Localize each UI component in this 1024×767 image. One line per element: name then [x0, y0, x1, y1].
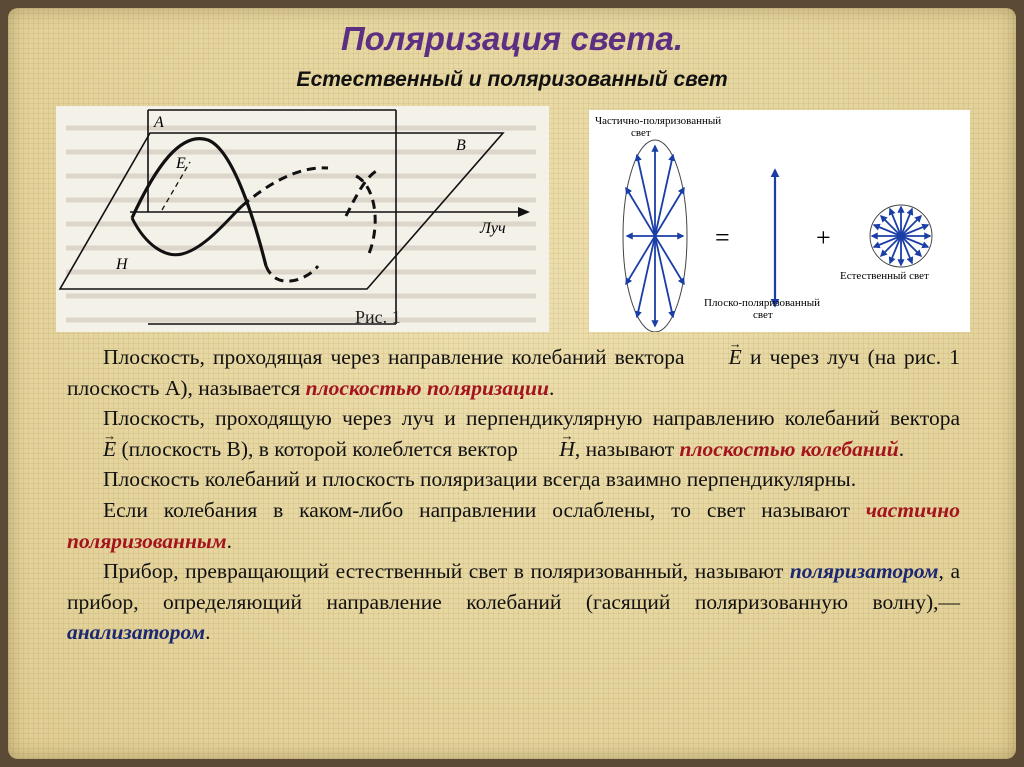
term-analyzer: анализатором	[67, 620, 206, 645]
text-fragment: Плоскость, проходящая через направление колебаний вектора	[103, 345, 693, 369]
plane-label-1: Плоско-поляризованный	[704, 297, 820, 309]
polarization-svg	[589, 110, 970, 332]
vector-h-symbol: → H	[523, 434, 575, 465]
ray-arrowhead	[518, 207, 530, 217]
label-a: A	[154, 114, 164, 131]
text-fragment: , называют	[574, 436, 680, 461]
text-fragment: Если колебания в каком-либо направлении ослаблены, то свет называют	[103, 497, 866, 522]
term-plane-of-polarization: плоскостью поляризации	[305, 375, 549, 400]
paragraph-perpendicular: Плоскость колебаний и плоскость поляризации всегда взаимно перпендикулярны.	[103, 467, 857, 492]
text-fragment: (плоскость В), в которой колеблется вектор	[116, 436, 524, 461]
body-text	[67, 342, 960, 648]
natural-arrows	[872, 207, 930, 265]
paragraph-partial-polarization	[67, 495, 960, 556]
text-fragment: .	[205, 620, 211, 645]
text-fragment: .	[898, 436, 905, 461]
plus-sign: +	[816, 223, 831, 252]
partial-arrows	[626, 146, 684, 326]
term-partially-polarized: частично поляризованным	[67, 497, 960, 553]
text-fragment: , а прибор, определяющий направление колебаний (гасящий поляризованную волну),—	[67, 559, 960, 614]
paragraph-plane-of-polarization	[67, 342, 960, 403]
partial-label-2: свет	[631, 127, 651, 139]
text-fragment: Плоскость, проходящую через луч и перпендикулярную направлению колебаний вектора	[103, 406, 960, 431]
term-plane-of-oscillation: плоскостью колебаний	[679, 436, 899, 461]
slide-title: Поляризация света.	[340, 20, 684, 57]
figure-caption: Рис. 1	[355, 307, 401, 327]
figure-planes-diagram	[56, 106, 549, 332]
equals-sign: =	[715, 223, 730, 252]
label-e: E	[176, 155, 186, 172]
paragraph-polarizer-analyzer	[67, 556, 960, 648]
partial-label-1: Частично-поляризованный	[595, 115, 722, 127]
text-fragment: .	[548, 375, 555, 400]
label-b: B	[456, 137, 466, 154]
label-ray: Луч	[480, 220, 506, 237]
natural-light-label: Естественный свет	[840, 270, 929, 282]
figure-polarization-components	[589, 110, 970, 332]
text-fragment: Прибор, превращающий естественный свет в поляризованный, называют	[103, 559, 790, 584]
term-polarizer: поляризатором	[789, 559, 939, 584]
vector-e-symbol: → E	[693, 342, 742, 373]
slide-subtitle: Естественный и поляризованный свет	[296, 68, 728, 91]
label-h: H	[116, 256, 128, 273]
planes-diagram-svg	[56, 106, 549, 332]
text-fragment: и через луч (на рис. 1 плоскость А), называется	[67, 345, 960, 400]
vector-e-symbol: → E	[67, 434, 116, 465]
plane-label-2: свет	[753, 309, 773, 321]
text-fragment: .	[226, 528, 232, 553]
paragraph-plane-of-oscillation	[67, 403, 960, 464]
